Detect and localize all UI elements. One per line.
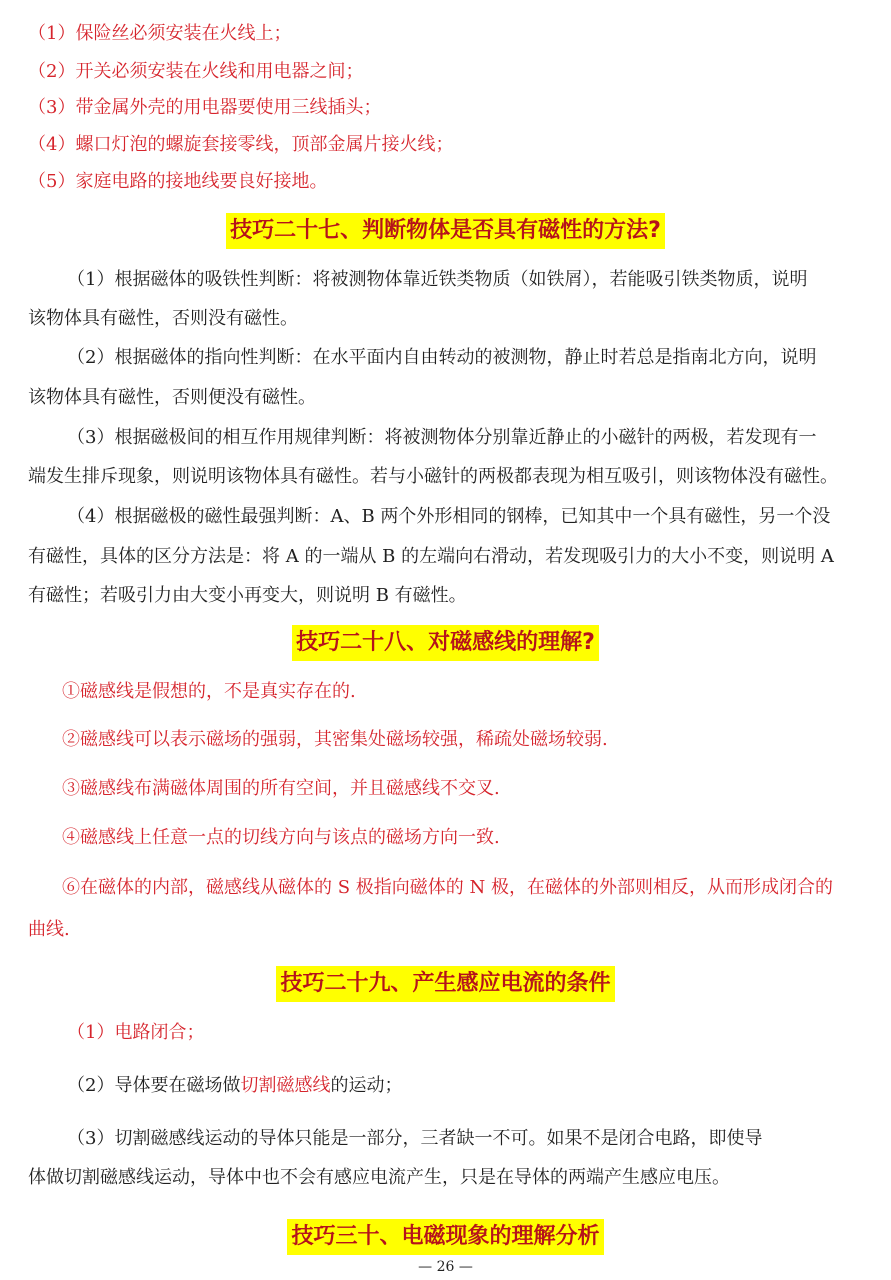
paragraph-line: 端发生排斥现象，则说明该物体具有磁性。若与小磁针的两极都表现为相互吸引，则该物体没有磁性。: [28, 466, 838, 487]
page-number: — 26 —: [418, 1259, 473, 1275]
heading-text: 技巧二十八、对磁感线的理解?: [292, 625, 599, 661]
condition-text: （2）导体要在磁场做: [67, 1075, 241, 1096]
section-heading-27: [0, 213, 891, 249]
paragraph-line: （2）根据磁体的指向性判断：在水平面内自由转动的被测物，静止时若总是指南北方向，说明: [67, 347, 817, 368]
rule-item-2: （2）开关必须安装在火线和用电器之间；: [28, 61, 364, 82]
condition-item-3: （3）切割磁感线运动的导体只能是一部分，三者缺一不可。如果不是闭合电路，即使导: [67, 1128, 763, 1149]
paragraph-line: 该物体具有磁性，否则没有磁性。: [28, 308, 298, 329]
magnetic-line-point-6: ⑥在磁体的内部，磁感线从磁体的 S 极指向磁体的 N 极，在磁体的外部则相反，从而形成闭合的: [62, 877, 833, 898]
heading-text: 技巧二十九、产生感应电流的条件: [276, 966, 614, 1002]
heading-text: 技巧二十七、判断物体是否具有磁性的方法?: [226, 213, 665, 249]
rule-item-1: （1）保险丝必须安装在火线上；: [28, 23, 292, 44]
condition-item-2: [67, 1074, 402, 1098]
heading-text: 技巧三十、电磁现象的理解分析: [287, 1219, 603, 1255]
paragraph-line: （1）根据磁体的吸铁性判断：将被测物体靠近铁类物质（如铁屑），若能吸引铁类物质，说明: [67, 269, 808, 290]
paragraph-line: （3）根据磁极间的相互作用规律判断：将被测物体分别靠近静止的小磁针的两极，若发现有一: [67, 427, 817, 448]
paragraph-line: 有磁性，具体的区分方法是：将 A 的一端从 B 的左端向右滑动，若发现吸引力的大小不变，则说明 A: [28, 546, 834, 567]
paragraph-line: （4）根据磁极的磁性最强判断：A、B 两个外形相同的钢棒，已知其中一个具有磁性，另一个没: [67, 506, 831, 527]
magnetic-line-point-2: ②磁感线可以表示磁场的强弱，其密集处磁场较强，稀疏处磁场较弱.: [62, 729, 608, 750]
rule-item-4: （4）螺口灯泡的螺旋套接零线，顶部金属片接火线；: [28, 134, 454, 155]
paragraph-line: 有磁性；若吸引力由大变小再变大，则说明 B 有磁性。: [28, 585, 467, 606]
magnetic-line-point-1: ①磁感线是假想的，不是真实存在的.: [62, 681, 356, 702]
rule-item-3: （3）带金属外壳的用电器要使用三线插头；: [28, 97, 382, 118]
magnetic-line-point-3: ③磁感线布满磁体周围的所有空间，并且磁感线不交叉.: [62, 778, 500, 799]
paragraph-line: 该物体具有磁性，否则便没有磁性。: [28, 387, 316, 408]
magnetic-line-point-4: ④磁感线上任意一点的切线方向与该点的磁场方向一致.: [62, 827, 500, 848]
magnetic-line-point-6-cont: 曲线.: [28, 919, 70, 940]
condition-text: 的运动；: [330, 1075, 403, 1096]
section-heading-28: [0, 625, 891, 661]
rule-item-5: （5）家庭电路的接地线要良好接地。: [28, 171, 328, 192]
highlighted-term: 切割磁感线: [240, 1075, 331, 1096]
condition-item-3-cont: 体做切割磁感线运动，导体中也不会有感应电流产生，只是在导体的两端产生感应电压。: [28, 1167, 730, 1188]
section-heading-30: [0, 1219, 891, 1255]
condition-item-1: （1）电路闭合；: [67, 1022, 205, 1043]
section-heading-29: [0, 966, 891, 1002]
